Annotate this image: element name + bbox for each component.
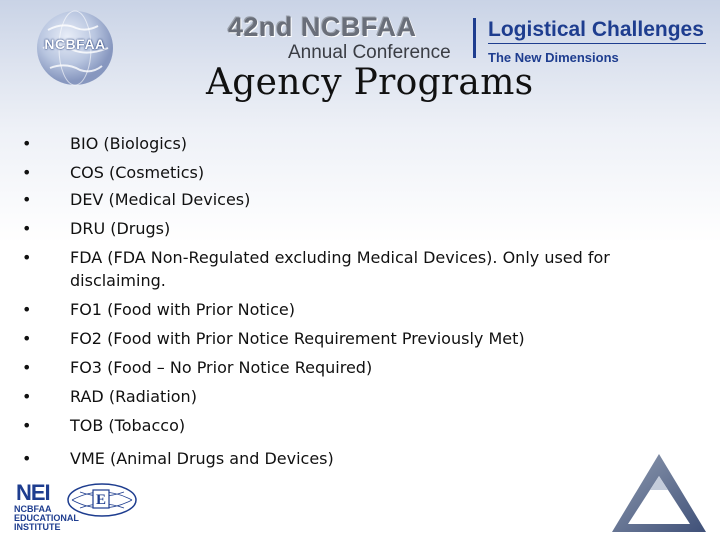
- list-item: • BIO (Biologics): [70, 132, 660, 156]
- list-item: • DRU (Drugs): [70, 217, 660, 241]
- triangle-logo: [610, 452, 708, 534]
- list-item: • FO3 (Food – No Prior Notice Required): [70, 356, 660, 380]
- list-item: • COS (Cosmetics): [70, 161, 660, 185]
- theme-subtitle: The New Dimensions: [488, 50, 619, 65]
- list-item: • VME (Animal Drugs and Devices): [70, 447, 660, 471]
- slide-title: Agency Programs: [206, 62, 534, 103]
- list-item: • RAD (Radiation): [70, 385, 660, 409]
- header-divider: [473, 18, 476, 58]
- list-item: • FDA (FDA Non-Regulated excluding Medical Devices). Only used for disclaiming.: [70, 246, 630, 292]
- theme-title: Logistical Challenges: [488, 18, 704, 41]
- conference-subtitle: Annual Conference: [288, 42, 451, 63]
- e-logo: [66, 480, 138, 520]
- list-item: • TOB (Tobacco): [70, 414, 660, 438]
- conference-title: 42nd NCBFAA: [228, 12, 417, 42]
- list-item: • FO1 (Food with Prior Notice): [70, 298, 660, 322]
- ncbfaa-logo-text: NCBFAA: [44, 36, 106, 52]
- svg-text:E: E: [95, 492, 107, 508]
- list-item: • FO2 (Food with Prior Notice Requirement Previously Met): [70, 327, 660, 351]
- list-item: • DEV (Medical Devices): [70, 188, 660, 212]
- theme-underline: [488, 43, 706, 44]
